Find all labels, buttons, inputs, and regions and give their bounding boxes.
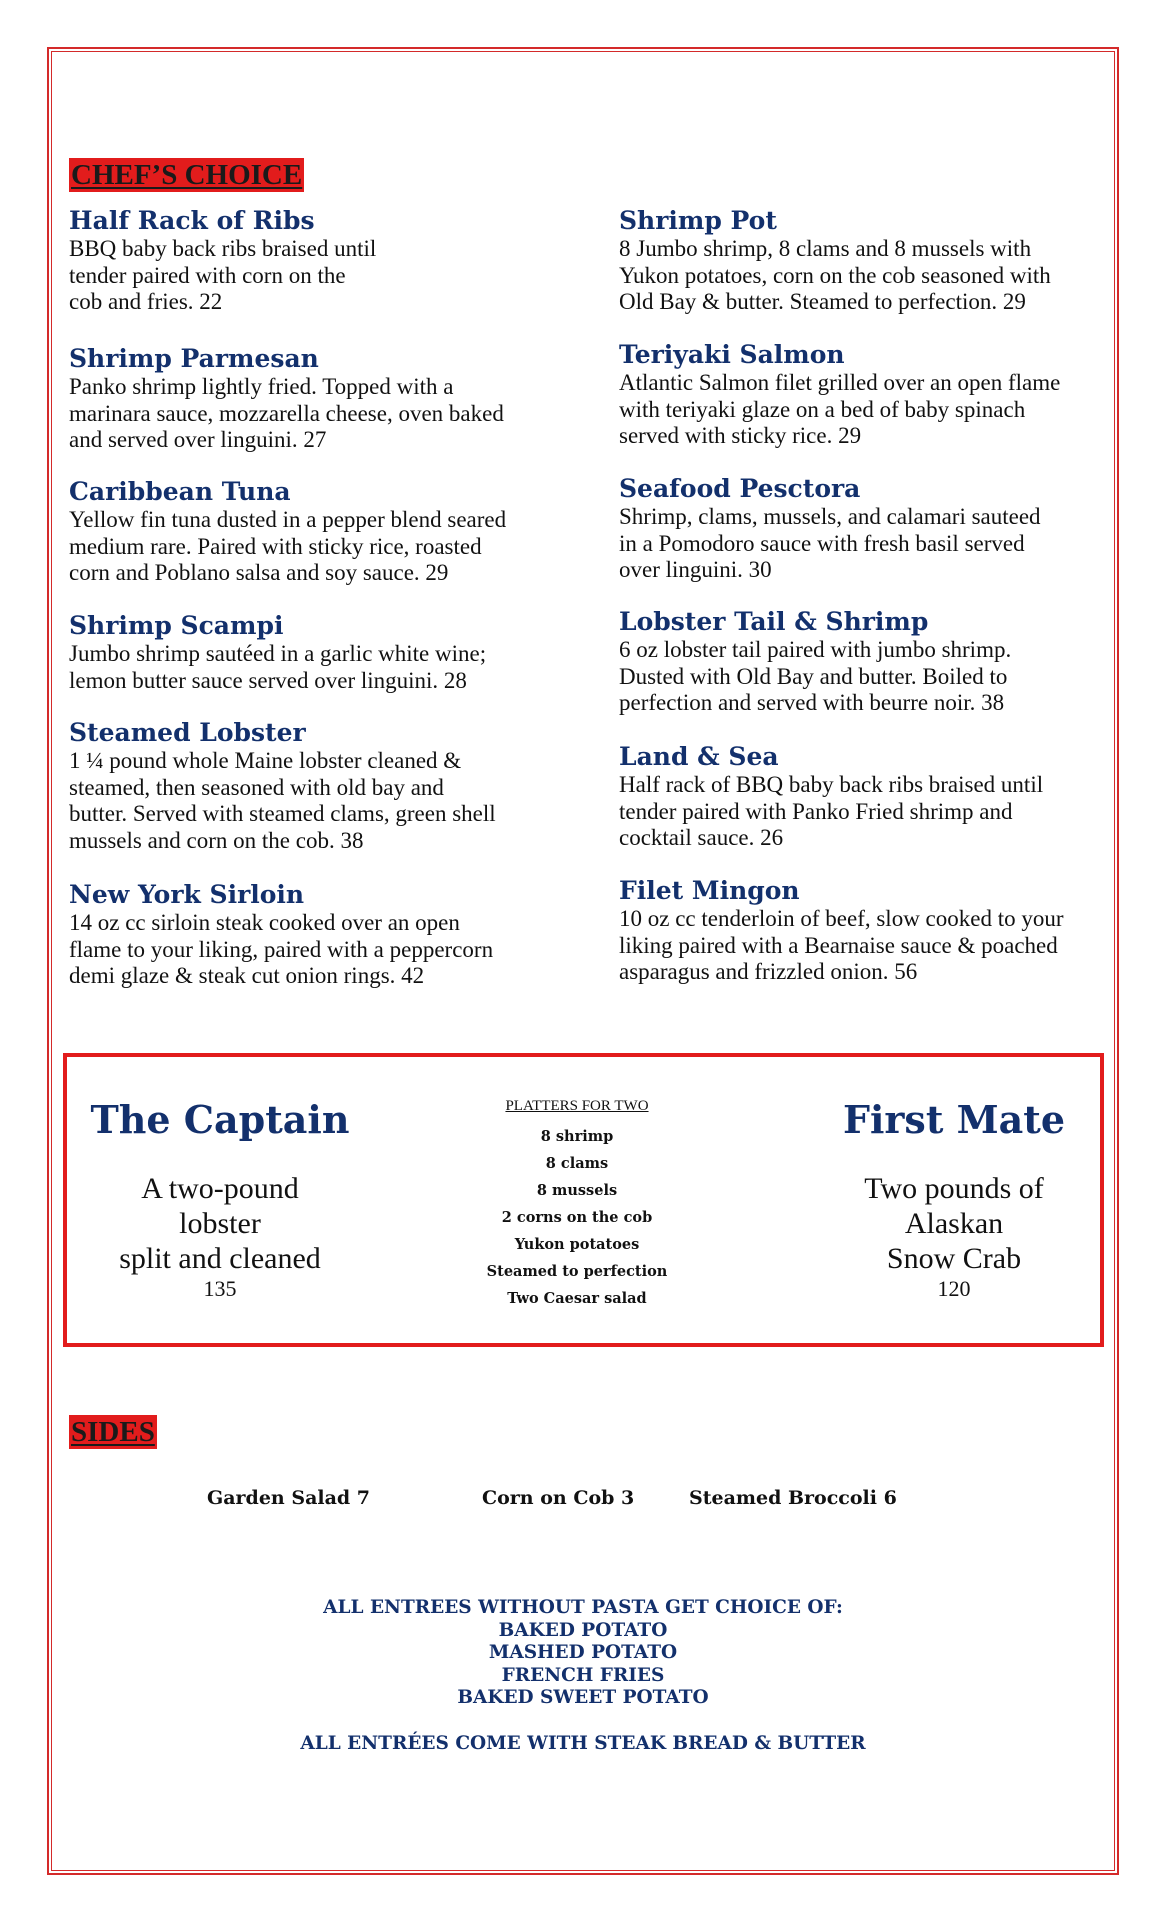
menu-item: [69, 880, 589, 990]
first-mate-desc-line: Snow Crab: [886, 1242, 1022, 1275]
platters-for-two: [447, 1095, 707, 1312]
platter-include-line: 8 clams: [545, 1155, 609, 1172]
item-description: Panko shrimp lightly fried. Topped with a marinara sauce, mozzarella cheese, oven baked and served over linguini. 27: [69, 374, 504, 452]
captain-price: 135: [203, 1276, 237, 1301]
entree-choice-option: BAKED POTATO: [498, 1619, 668, 1641]
item-name: Caribbean Tuna: [69, 477, 291, 506]
item-description: Yellow fin tuna dusted in a pepper blend seared medium rare. Paired with sticky rice, roasted corn and Poblano salsa and soy sauce. 29: [69, 507, 507, 585]
first-mate-desc-line: Two pounds of: [864, 1172, 1044, 1205]
item-name: Filet Mingon: [619, 876, 800, 905]
captain-title: The Captain: [90, 1097, 350, 1142]
menu-item: [69, 477, 589, 587]
menu-item: [69, 718, 589, 854]
menu-item: [619, 206, 1109, 316]
menu-item: [619, 876, 1109, 986]
item-description: 8 Jumbo shrimp, 8 clams and 8 mussels with Yukon potatoes, corn on the cob seasoned with Old Bay & butter. Steamed to perfection. 29: [619, 236, 1051, 314]
side-item-garden-salad: Garden Salad 7: [207, 1487, 371, 1509]
menu-item: [619, 742, 1109, 852]
menu-item: [619, 474, 1109, 584]
item-description: Half rack of BBQ baby back ribs braised until tender paired with Panko Fried shrimp and cocktail sauce. 26: [619, 772, 1044, 850]
item-name: Shrimp Parmesan: [69, 344, 319, 373]
first-mate-title: First Mate: [842, 1097, 1066, 1142]
sides-heading: SIDES: [71, 1416, 155, 1448]
menu-item: [619, 340, 1109, 450]
item-description: BBQ baby back ribs braised until tender paired with corn on the cob and fries. 22: [69, 236, 377, 314]
item-name: Steamed Lobster: [69, 718, 306, 747]
entree-choice-note: [0, 1597, 1166, 1710]
first-mate-desc-line: Alaskan: [904, 1207, 1004, 1240]
item-description: Jumbo shrimp sautéed in a garlic white wine; lemon butter sauce served over linguini. 28: [69, 641, 487, 693]
item-description: 10 oz cc tenderloin of beef, slow cooked to your liking paired with a Bearnaise sauce & poached asparagus and frizzled onion. 56: [619, 906, 1064, 984]
item-name: Half Rack of Ribs: [69, 206, 315, 235]
entree-choice-option: MASHED POTATO: [488, 1642, 678, 1663]
item-description: 14 oz cc sirloin steak cooked over an open flame to your liking, paired with a peppercorn demi glaze & steak cut onion rings. 42: [69, 910, 494, 988]
entree-choice-title: ALL ENTREES WITHOUT PASTA GET CHOICE OF:: [323, 1597, 843, 1618]
entree-choice-option: FRENCH FRIES: [501, 1664, 665, 1686]
item-name: Land & Sea: [619, 742, 779, 771]
platters-box: [63, 1053, 1104, 1347]
platter-include-line: Steamed to perfection: [486, 1263, 668, 1280]
item-name: Teriyaki Salmon: [619, 340, 845, 369]
side-item-steamed-broccoli: Steamed Broccoli 6: [689, 1487, 897, 1509]
platter-include-line: Two Caesar salad: [507, 1290, 647, 1307]
item-description: Atlantic Salmon filet grilled over an open flame with teriyaki glaze on a bed of baby spinach served with sticky rice. 29: [619, 370, 1061, 448]
menu-item: [619, 607, 1109, 717]
captain-desc-line: split and cleaned: [119, 1242, 321, 1275]
platters-for-two-title: PLATTERS FOR TWO: [505, 1098, 649, 1114]
captain-desc-line: lobster: [179, 1207, 261, 1240]
menu-item: [69, 206, 589, 316]
first-mate-platter: [814, 1097, 1094, 1302]
item-description: 1 ¼ pound whole Maine lobster cleaned & steamed, then seasoned with old bay and butter. Served with steamed clams, green shell mussels and corn on the cob. 38: [69, 748, 496, 853]
item-name: Seafood Pesctora: [619, 474, 861, 503]
item-name: Lobster Tail & Shrimp: [619, 607, 929, 636]
menu-item: [69, 344, 589, 454]
bread-note: ALL ENTRÉES COME WITH STEAK BREAD & BUTTER: [300, 1733, 866, 1754]
platter-include-line: Yukon potatoes: [514, 1236, 640, 1253]
entree-choice-option: BAKED SWEET POTATO: [457, 1687, 709, 1708]
menu-item: [69, 611, 589, 694]
platter-include-line: 8 shrimp: [540, 1128, 614, 1145]
side-item-corn-on-cob: Corn on Cob 3: [482, 1487, 635, 1509]
item-description: 6 oz lobster tail paired with jumbo shrimp. Dusted with Old Bay and butter. Boiled to perfection and served with beurre noir. 38: [619, 637, 1012, 715]
platter-include-line: 2 corns on the cob: [501, 1209, 653, 1226]
first-mate-price: 120: [937, 1276, 971, 1301]
first-mate-description: [814, 1171, 1094, 1276]
captain-platter: [80, 1097, 360, 1302]
item-description: Shrimp, clams, mussels, and calamari sauteed in a Pomodoro sauce with fresh basil served over linguini. 30: [619, 504, 1041, 582]
captain-desc-line: A two-pound: [141, 1172, 299, 1205]
item-name: Shrimp Scampi: [69, 611, 284, 640]
captain-description: [80, 1171, 360, 1276]
platter-include-line: 8 mussels: [536, 1182, 618, 1199]
item-name: Shrimp Pot: [619, 206, 777, 235]
item-name: New York Sirloin: [69, 880, 305, 909]
chefs-choice-heading: CHEF’S CHOICE: [71, 159, 303, 191]
